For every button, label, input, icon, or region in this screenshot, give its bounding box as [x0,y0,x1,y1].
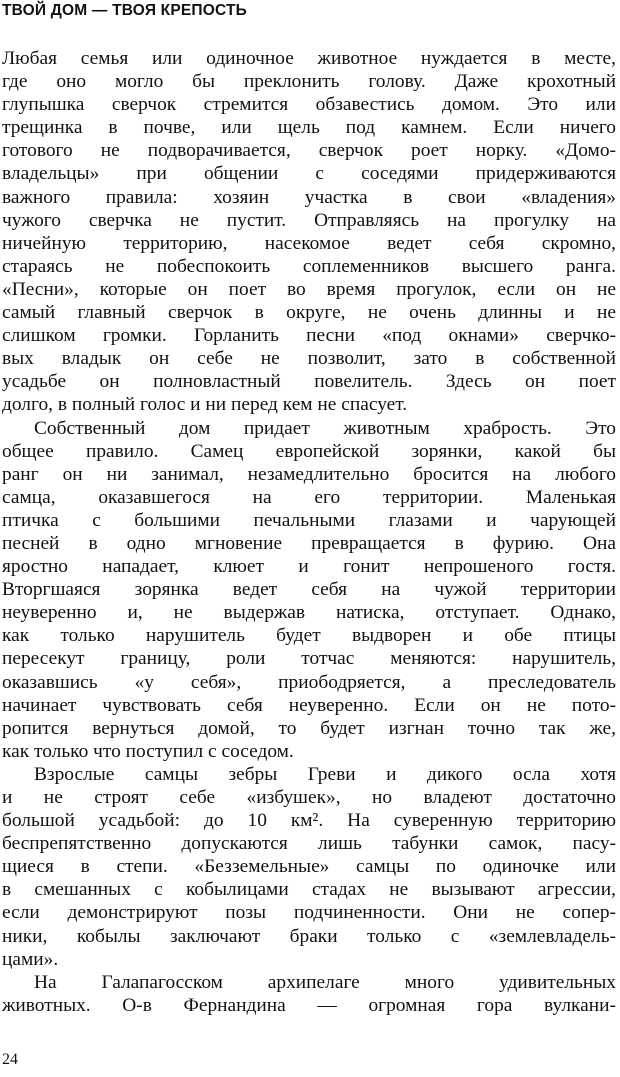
text-line: Вторгшаяся зорянка ведет себя на чужой территории [2,579,616,601]
text-line: ники, кобылы заключают браки только с «землевладель- [2,925,616,947]
text-line: цами». [2,948,59,970]
text-line: глупышка сверчок стремится обзавестись домом. Это или [2,94,616,116]
text-line: животных. О-в Фернандина — огромная гора вулкани- [2,994,616,1016]
text-line: долго, в полный голос и ни перед кем не спасует. [2,394,408,416]
page-number: 24 [2,1051,18,1068]
text-line: оказавшись «у себя», приободряется, а преследователь [2,671,616,693]
text-line: самца, оказавшегося на его территории. Маленькая [2,486,616,508]
text-line: пересекут границу, роли тотчас меняются: нарушитель, [2,648,616,670]
text-line: Собственный дом придает животным храбрость. Это [34,417,616,439]
text-line: как только нарушитель будет выдворен и обе птицы [2,625,616,647]
text-line: Любая семья или одиночное животное нуждается в месте, [2,48,616,69]
text-line: Взрослые самцы зебры Греви и дикого осла хотя [34,763,616,785]
text-line: в смешанных с кобылицами стадах не вызывают агрессии, [2,879,616,901]
text-line: большой усадьбой: до 10 км². На суверенную территорию [2,810,616,832]
text-line: владельцы» при общении с соседями придерживаются [2,163,616,185]
text-line: ничейную территорию, насекомое ведет себя скромно, [2,232,616,254]
text-line: ропится вернуться домой, то будет изгнан точно так же, [2,717,616,739]
text-line: начинает чувствовать себя неуверенно. Если он не пото- [2,694,616,716]
text-line: щиеся в степи. «Безземельные» самцы по одиночке или [2,856,616,878]
text-line: как только что поступил с соседом. [2,740,294,762]
text-line: ранг он ни занимал, незамедлительно бросится на любого [2,463,616,485]
text-line: готового не подворачивается, сверчок роет норку. «Домо- [2,140,616,162]
text-line: чужого сверчка не пустит. Отправляясь на прогулку на [2,209,616,231]
text-line: На Галапагосском архипелаге много удивительных [34,971,616,993]
text-line: важного правила: хозяин участка в свои «владения» [2,186,616,208]
text-line: «Песни», которые он поет во время прогулок, если он не [2,278,616,300]
section-heading: ТВОЙ ДОМ — ТВОЯ КРЕПОСТЬ [2,2,248,19]
text-line: вых владык он себе не позволит, зато в собственной [2,348,616,370]
text-line: где оно могло бы преклонить голову. Даже крохотный [2,71,616,93]
text-line: самый главный сверчок в округе, не очень длинны и не [2,302,616,324]
text-line: стараясь не побеспокоить соплеменников высшего ранга. [2,255,616,277]
body-text [2,47,616,1017]
text-line: усадьбе он полновластный повелитель. Здесь он поет [2,371,616,393]
text-line: птичка с большими печальными глазами и чарующей [2,509,616,531]
text-line: трещинка в почве, или щель под камнем. Если ничего [2,117,616,139]
text-line: если демонстрируют позы подчиненности. Они не сопер- [2,902,616,924]
text-line: яростно нападает, клюет и гонит непрошеного гостя. [2,556,616,578]
text-line: неуверенно и, не выдержав натиска, отступает. Однако, [2,602,616,624]
text-line: песней в одно мгновение превращается в фурию. Она [2,532,616,554]
text-line: беспрепятственно допускаются лишь табунки самок, пасу- [2,833,616,855]
text-line: общее правило. Самец европейской зорянки, какой бы [2,440,616,462]
text-line: и не строят себе «избушек», но владеют достаточно [2,787,616,808]
text-line: слишком громки. Горланить песни «под окнами» сверчко- [2,325,616,347]
